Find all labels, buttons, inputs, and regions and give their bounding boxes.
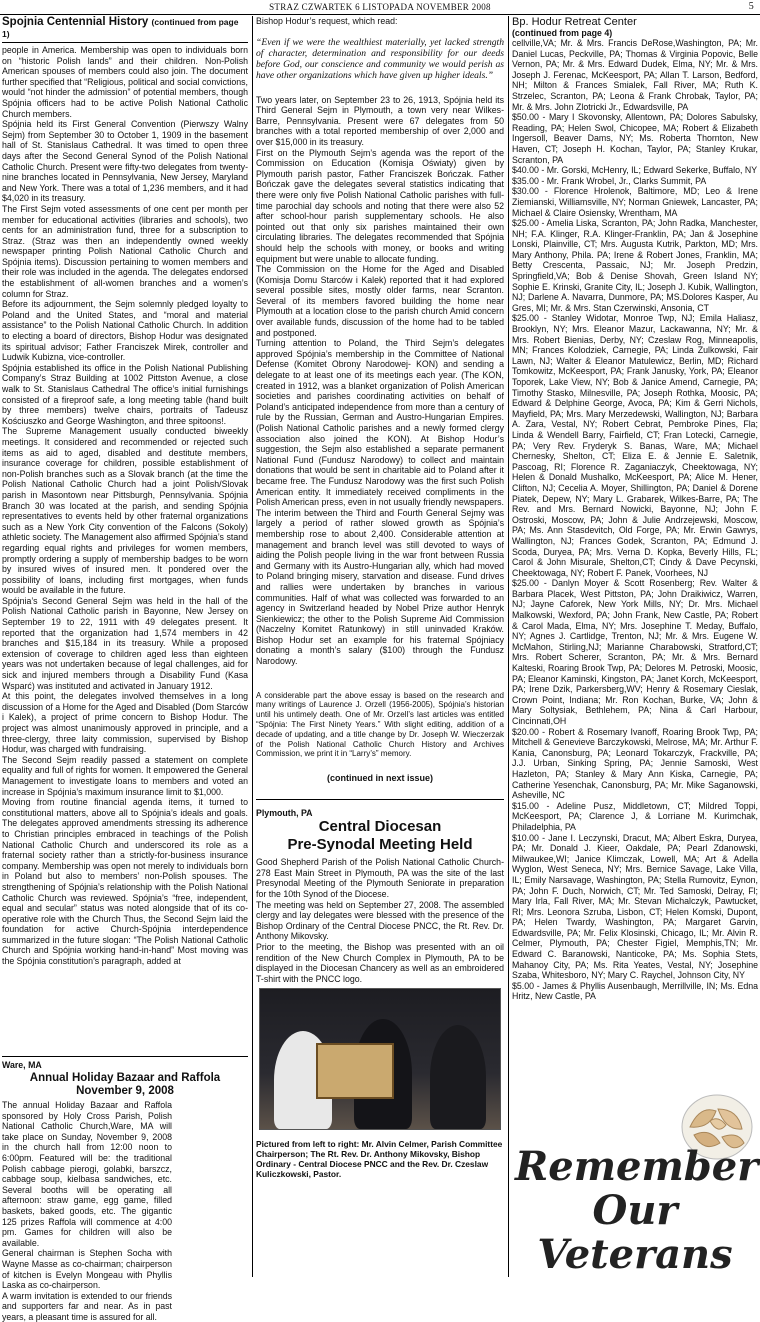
section-rule-2: [256, 799, 504, 800]
bazaar-location: Ware, MA: [2, 1060, 42, 1070]
page-number: 5: [748, 1, 754, 12]
photo-caption: Pictured from left to right: Mr. Alvin Celmer, Parish Committee Chairperson; The Rt. Rev. Dr. Anthony Mikovsky, Bishop Ordinary - Central Diocese PNCC and the Rev. Dr. Czeslaw Kuliczkowski, Pastor.: [256, 1138, 503, 1179]
retreat-center-subhead: (continued from page 4): [512, 28, 613, 38]
meeting-photo: [259, 988, 501, 1130]
bazaar-title: Annual Holiday Bazaar and Raffola November 9, 2008: [29, 1072, 221, 1097]
spojnia-article-part2: Two years later, on September 23 to 26, 1913, Spójnia held its Third General Sejm in Plymouth, a town very near Wilkes-Barre, Pennsylvania. Present were 67 delegates from 50 branches with a total reported membership of over 2,000 and over $15,000 in its treasury. First on the Plymouth Sejm’s agenda was the report of the Commission on Education (Komisja Oświaty) given by Plymouth parish pastor, Father Franciszek Bończak. Father Bończak gave the delegates several statistics indicating that there were only five Polish National Catholic parishes with full-time parochial day schools and noting that there were also 52 after school-hour parish supplementary schools. He also pointed out that only six parishes maintained their own circulating libraries. The delegates recommended that Spójnia should help the schools with money, or books and writing equipment but were unable to allocate funding. The Commission on the Home for the Aged and Disabled (Komisja Domu Starców i Kalek) reported that it had explored several possible sites, mostly older farms, near Scranton. Several of its members favored building the home near Plymouth at a location close to the parish church Amid concern over available funds, discussion of the home had to be tabled and postponed. Turning attention to Poland, the Third Sejm’s delegates approved Spójnia’s membership in the Committee of National Defense (Komitet Obrony Narodowej- KON) and sending a delegate to at least one of its meetings each year. (The KON, created in 1912, was a blanket organization of Polish American societies and parishes coordinating activities on behalf of Poland’s anticipated independence from more than a century of rule by the Russian, German and Austro-Hungarian Empires. (Polish National Catholic parishes and a newly formed clergy association also joined the KON). At Bishop Hodur’s suggestion, the Sejm also established a separate permanent National Fund (Fundusz Narodowy) to collect and maintain donations that would be sent in charitable aid to Poland after it became free. The Fundusz Narodowy was the first such Polish American entity. It immediately received compliments in the Polish American press, even in not usually friendly newspapers. The interim between the Third and Fourth General Sejmy was largely a period of rather slowed growth as Spójnia’s membership rose to about 2,400. Considerable attention at management and branch level was still devoted to ways of aiding the Polish people living in the war front between Russia and Germany with its Austro-Hungarian ally, which had moved to Poland bringing misery, starvation and disease. Fund drives and rallies were undertaken by branches in various communities. Half of what was collected was forwarded to an agency in Switzerland headed by Nobel Prize author Henryk Sienkiewicz; the other to the Polish Supreme Aid Commission (Naczelny Komitet Ratunkowy) in still uninvaded Kraków. Bishop Hodur set an example for his fraternal Spójniacy donating a month’s salary ($100) through the Fundusz Narodowy.: [256, 94, 504, 667]
spojnia-headline-title: Spojnia Centennial History: [2, 16, 149, 28]
donor-list: cellville,VA; Mr. & Mrs. Francis DeRose,Washington, PA; Mr. Daniel Lucas, Peckville, PA; Thomas & Virginia Popovic, Belle Vernon, PA; Mr. & Mrs. Edward Dudek, Elma, NY; Mr. & Mrs. Joseph J. Ferenac, McKeesport, PA; Allan T. Larson, Bedford, NH; Milton & Frances Smialek, Fall River, MA; Ruth K. Strzelec, Scranton, PA; Leona & Frank Chrobak, Taylor, PA; Mr. & Mrs. John Zlotricki Jr., Edwardsville, PA $50.00 - Mary I Skovonsky, Allentown, PA; Dolores Sabulsky, Reading, PA; Helen Swol, Chicopee, MA; Robert & Elizabeth Ingersoll, Beaver Dams, NY; Ms. Roberta Thornton, New Haven, CT; Joseph H. Kochan, Taylor, PA; Stanley Krukar, Scranton, PA $40.00 - Mr. Gorski, McHenry, IL; Edward Sekerke, Buffalo, NY $35.00 - Mr. Frank Wrobel, Jr., Clarks Summit, PA $30.00 - Florence Hrolenok, Baltimore, MD; Leo & Irene Ziemianski, Williamsville, NY; Norman Gniewek, Lancaster, PA; Michael & Claire Osiensky, Wrentham, MA $25.00 - Amelia Liska, Scranton, PA; John Radka, Manchester, NH; F.A. Klinger, R.A. Klinger-Franklin, PA; Jan & Josephine Lonski, Plainville, CT; Mrs. Augusta Kutrik, Parkton, MD; Mrs. Mary Anthony, Phila. PA; Irene & Robert Jones, Franklin, MA; Betty Crescenta, Passaic, NJ; Mr. Joseph Predzin, Springfield,VA; Bob & Denise Shovah, Green Island NY; Sophie E. Krinski, Granite City, IL; Joseph J. Kubik, Wallington, NJ; Darlene A. Navarra, Dunmore, PA; MS.Dolores Kasper, Au Gres, MI; Mr. & Mrs. Stan Czerwinski, Ansonia, CT $25.00 - Stanley Widotar, Monroe Twp, NJ; Emila Haliasz, Brooklyn, NY; Mrs. Eleanor Mazur, Lackawanna, NY; Mr. & Mrs. Robert Bienias, Derby, NY; Czeslaw Rog, Minneapolis, MN; Frances Kolodziek, Carnegie, PA; Linda Zulkowski, Fair Lawn, NJ; Walter & Eleanor Matulewicz, Berlin, MD; Richard Tomkowitz, McKeesport, PA; Frank Janusky, York, PA; Eleanor Toporek, Lake View, NY; Bob & Janice Amend, Carnegie, PA; Timothy Stasko, Milnesville, PA; Joseph Rothka, Moosic, PA; Edward & Delphine George, Avoca, PA; Kim & Gerri Nichols, Mayfield, PA; Mrs. Mary Merzedewski, Wallington, NJ; Barbara A. Zara, Vestal, NY; Robert Cebrat, Pembroke Pines, Fla; Linda & Wendell Barry, Fairfield, CT; Fran Lotecki, Carnegie, PA; Very Rev. Fryderyk S. Banas, Ware, MA; Michael Chernesky, Shelton, CT; Eliza E. & Jennie E. Saletnik, Pascoag, RI; Florence R. Zaganiaczyk, Cheektowaga, NY; Helen & Donald Mushalko, McKeesport, PA; Alice M. Hener, Clifton, NJ; Cecelia A. Moyer, Shillington, PA; Daniel & Dorene Piatek, Depew, NY; Mary L. Grabarek, Wilkes-Barre, PA; The Rev. and Mrs. Bernard Nowicki, Bayonne, NJ; John F. Ostroski, Moscow, PA; John & Julie Andrzejewski, Moscow, PA; Ms. Ann Stasdevitch, Old Forge, PA; Mr. Erwin Gawrys, Wallington, NJ; Frances Godek, Scranton, PA; Edmund J. Scoda, Duryea, PA; Mrs. Verna D. Kopka, Beverly Hills, FL; Carol & John Misurale, Shelton,CT; Cindy & Dave Pecynski, Cheektowaga, NY; Robert F. Panek, Voorhees, NJ $25.00 - Danlyn Moyer & Scott Rosenberg; Rev. Walter & Barbara Placek, West Pittston, PA; John Draikiwicz, Warren, NJ; Jayne Caforek, New York Mills, NY; Dr. Mrs. Michael Malkowski, Wexford, PA; John Frank, New Castle, PA; Robert & Carol Mada, Elma, NY; Mrs. Josephine T. Meday, Buffalo, NY; Agnes J. Cartlidge, Trenton, NJ; Mr. & Mrs. Eugene W. McMahon, Stirling,NJ; Marianne Charabowski, Stratford,CT; Mrs. Robert Scherer, Scranton, PA; Mr. & Mrs. Bernard Kalteski, Roaring Brook Twp, PA; Delores M. Petroski, Moosic, PA; Eleanor Kaminski, Kingston, PA; Janet Korch, McKeesport, PA; Irene Dzik, Parkersberg,WV; Henry & Rosemary Cieslak, Crown Point, Indiana; Mr. Ron Kochan, Burke, VA; John & Mary Soltysiak, Bethlehem, PA; Nina & Carl Harbour, Cincinnati,OH $20.00 - Robert & Rosemary Ivanoff, Roaring Brook Twp, PA; Mitchell & Genevieve Barczykowski, Melrose, MA; Mr. Arthur F. Kania, Canonsburg, PA; Leonard Tokarczyk, Frackville, PA; J.J. Urban, Sinking Spring, PA; Jennie Samoski, West Hazleton, PA; Stanley & Mary Ann Kiska, Carnegie, PA; Catherine Yesenchak, Canonsburg, PA; Mr. Mike Saganowski, Asheville, NC $15.00 - Adeline Pusz, Middletown, CT; Mildred Toppi, McKeesport, PA; Clarence J, & Lorriane M. Kurimchak, Philadelphia, PA $10.00 - Jane I. Leczynski, Dracut, MA; Albert Eskra, Duryea, PA; Mr. Donald J. Kieer, Oakdale, PA; Pearl Zdanowski, Milwaukee,WI; Janice Klimczak, Lowell, MA; Art & Adella Wyglon, West Seneca, NY; Mrs. Bernice Savage, Lake Villa, IL; Emily Narsavage, Washington, PA; Stella Rumovitz, Eynon, PA; John F. Duch, Norwich, CT; Mr. Ted Samoski, Delray, Fl; Mary Irla, Fall River, MA; Mr. Stevan Michalczyk, Pawtucket, RI; Mrs. Leonora Szruba, Lisbon, CT; Helen Komski, Dupont, PA; Helen Twardy, Washington, PA; Margaret Garvin, Edwardsville, PA; Mr. Felix Klosinski, Chicago, IL; Mr. Alvin R. Celmer, Plymouth, PA; Chester Figiel, Memphis,TN; Mr. Edward C. Baranowski, Nanticoke, PA; Ms. Sophia Stets, Mahanoy City, PA; Ms. Rita Yeates, Vestal, NY; Josephine Szaba, Whitesboro, NY; Mary C. Raychel, Johnson City, NY $5.00 - James & Phyllis Ausenbaugh, Merrillville, IN; Ms. Edna Hritz, New Castle, PA: [512, 38, 758, 1002]
hodur-quote: “Even if we were the wealthiest materially, yet lacked strength of character, determination and responsibility for our deeds before God, our conscience and community we would perish as have other organizations which have given up higher ideals.”: [256, 36, 504, 81]
headline-rule: [2, 42, 248, 43]
remember-line-1: Remember: [515, 1143, 759, 1190]
column-divider-1: [252, 16, 253, 1277]
author-note: A considerable part the above essay is based on the research and many writings of Laurence J. Orzell (1956-2005), Spójnia’s historian until his untimely death. One of Mr. Orzell’s last articles was entitled “Spójnia: The First Ninety Years.” With slight editing, addition of a decade of updating, and a title change by Dr. Joseph W. Wieczerzak of the Polish National Catholic Church History and Archives Commission, we print it in “Larry’s” memory.: [256, 690, 504, 759]
meeting-body: Good Shepherd Parish of the Polish National Catholic Church- 278 East Main Street in Plymouth, PA was the site of the last Presynodal Meeting of the Plymouth Seniorate in preparation for the 10th Synod of the Diocese. The meeting was held on September 27, 2008. The assembled clergy and lay delegates were blessed with the presence of the Bishop Ordinary of the Central Diocese PNCC, the Rt. Rev. Dr. Anthony Mikovsky. Prior to the meeting, the Bishop was presented with an oil rendition of the New Church Complex in Plymouth, PA to be displayed in the Diocesan Chancery as well as an embroidered T-shirt with the PNCC logo.: [256, 857, 504, 984]
spojnia-continued-lead: Bishop Hodur’s request, which read:: [256, 16, 398, 26]
spojnia-headline-continued: (continued from page 1): [2, 17, 239, 39]
masthead-title: STRAZ CZWARTEK 6 LISTOPADA NOVEMBER 2008: [269, 2, 491, 12]
continued-in-next-issue: (continued in next issue): [326, 773, 433, 784]
column-2: [256, 16, 504, 1277]
section-rule: [2, 1056, 248, 1057]
meeting-title-line-2: Pre-Synodal Meeting Held: [287, 836, 473, 854]
retreat-center-headline: Bp. Hodur Retreat Center: [512, 16, 637, 28]
column-divider-2: [508, 16, 509, 1277]
remember-line-2: Our: [592, 1187, 678, 1234]
photo-painting: [316, 1043, 394, 1099]
remember-our-veterans: [515, 1143, 759, 1278]
bazaar-body: The annual Holiday Bazaar and Raffola sponsored by Holy Cross Parish, Polish National Catholic Church,Ware, MA will take place on Sunday, November 9, 2008 in the church hall from 12:00 noon to 6:00pm. Featured will be: the traditional Polish cabbage pierogi, golabki, barszcz, cabbage soup, kielbasa sandwiches, etc. Several booths will be operating all afternoon: straw game, egg game, filled baskets, baked goods, etc. The gigantic 125 prizes Raffola will commence at 4:00 pm. Games for children will also be available. General chairman is Stephen Socha with Wayne Masse as co-chairman; chairperson of kitchen is Evelyn Mongeau with Phyllis Laska as co-chairperson. A warm invitation is extended to our friends and supporters far and near. As in past years, a pleasant time is assured for all.: [2, 1100, 172, 1322]
top-rule: [0, 14, 760, 15]
remember-line-3: Veterans: [537, 1231, 733, 1278]
meeting-location: Plymouth, PA: [256, 808, 313, 819]
column-3: [512, 16, 758, 1277]
spojnia-article-body: people in America. Membership was open to individuals born on “historic Polish lands” and their children. Non-Polish American spouses of members could also join. The document further specified that “Religious, political and social convictions, would “not hinder the admission” of potential members, though Spójnia officers had to be active Polish National Catholic Church members. Spójnia held its First General Convention (Pierwszy Walny Sejm) from September 30 to October 1, 1909 in the basement hall of St. Stanislaus Cathedral. It was timed to open three days after the Second General Synod of the Polish National Catholic Church. Present were fifty-two delegates from twenty-nine branches located in Pennsylvania, New Jersey, Maryland and New York. There was a total of 1,236 members, and it had $4,020 in its treasury. The First Sejm voted assessments of one cent per month per member for educational activities (libraries and schools), two cents for an administration fund, three for a subscription to Straz. (Straz was then an independently owned weekly newspaper printing Polish National Catholic Church and Spójnia items). Discussion pertaining to women members and their role was included in the agenda. The delegates endorsed the establishment of all-women branches and a women’s column for Straz. Before its adjournment, the Sejm solemnly pledged loyalty to Poland and the United States, and “moral and material assistance” to the Polish National Catholic Church. In addition to electing a board of directors, Bishop Hodur was designated its spiritual advisor; Father Franciszek Mirek, controller and Ludwik Kubizna, vice-controller. Spójnia established its office in the Polish National Publishing Company’s Straz Building at 1002 Pittston Avenue, a close walk to St. Stanislaus Cathedral The office’s initial furnishings consisted of a fireproof safe, a long meeting table (hand built by three members) twelve chairs, portraits of Tadeusz Kościuszko and George Washington, and three spitoons!. The Supreme Management usually conducted biweekly meetings. It considered and recommended or rejected such items as aid to aged, disabled and destitute members, insurance coverage for children, possible establishment of non-Polish branches such as a Slovak branch (at the time the Polish National Catholic Church had a joint Polish/Slovak parish in Masontown near Pittsburgh, Pennsylvania. Spójnia Branch 30 was located at the parish, and sending Spójnia representatives to events held by other fraternal organizations such as a New York City convention of the Falcons (Sokoly) athletic society. The Management also affirmed Spójnia’s stand regarding equal rights and privileges for women members, promptly ordering a supply of membership badges to be worn by insured wives of insured men. It pondered over the possibility of loans, including first mortgages, when funds would be available in the future. Spójnia’s Second General Sejm was held in the hall of the Polish National Catholic parish in Bayonne, New Jersey on September 19 to 22, 1911 with 49 delegates present. It reported that the organization had 1,574 members in 42 branches and $15,184 in its treasury. While a proposed extension of coverage to children aged less than eighteen years was not undertaken because of legal challenges, aid for sick and injured members through a Disability Fund (Kasa Wsparć) was instituted and activated in January 1912. At this point, the delegates involved themselves in a long discussion of a Home for the Aged and Disabled (Dom Starców i Kalek), a project of prime concern to Bishop Hodur. The project was almost unanimously approved in principle, and a three-clergy, three laity commission, supervised by Bishop Hodur, was charged with fundraising. The Second Sejm readily passed a statement on complete equality and full of rights for women. It empowered the General Management to investigate loans to members and voted an increase in Spójnia’s maximum insurance limit to $1,000. Moving from routine financial agenda items, it turned to constitutional matters, above all to Spójnia’s ideals and goals. The delegates approved amendments stressing its adherence to Christian principles embraced in teachings of the Polish National Catholic Church and underscored its role as a fraternal society rather than a strictly-for-business insurance company. Membership was open not merely to individuals born in Poland but also to members’ non-Polish spouses. The strengthening of Spójnia’s relationship with the Polish National Catholic Church was reviewed. Spójnia’s “free, independent, equal and secular” status was noted alongside that of its co-operative role with the Church Thus, the Second Sejm laid the foundation for active Church-Spójnia interdependence summarized in the future slogan: “The Polish National Catholic Church and Spójnia working hand-in-hand” Most moving was the Spójnia constitution’s paragraph, added at: [2, 45, 248, 967]
photo-figure-right: [430, 1025, 486, 1129]
column-1: [2, 16, 248, 1322]
masthead: [0, 0, 760, 14]
spojnia-headline: [2, 16, 248, 40]
meeting-title-line-1: Central Diocesan: [318, 818, 442, 836]
